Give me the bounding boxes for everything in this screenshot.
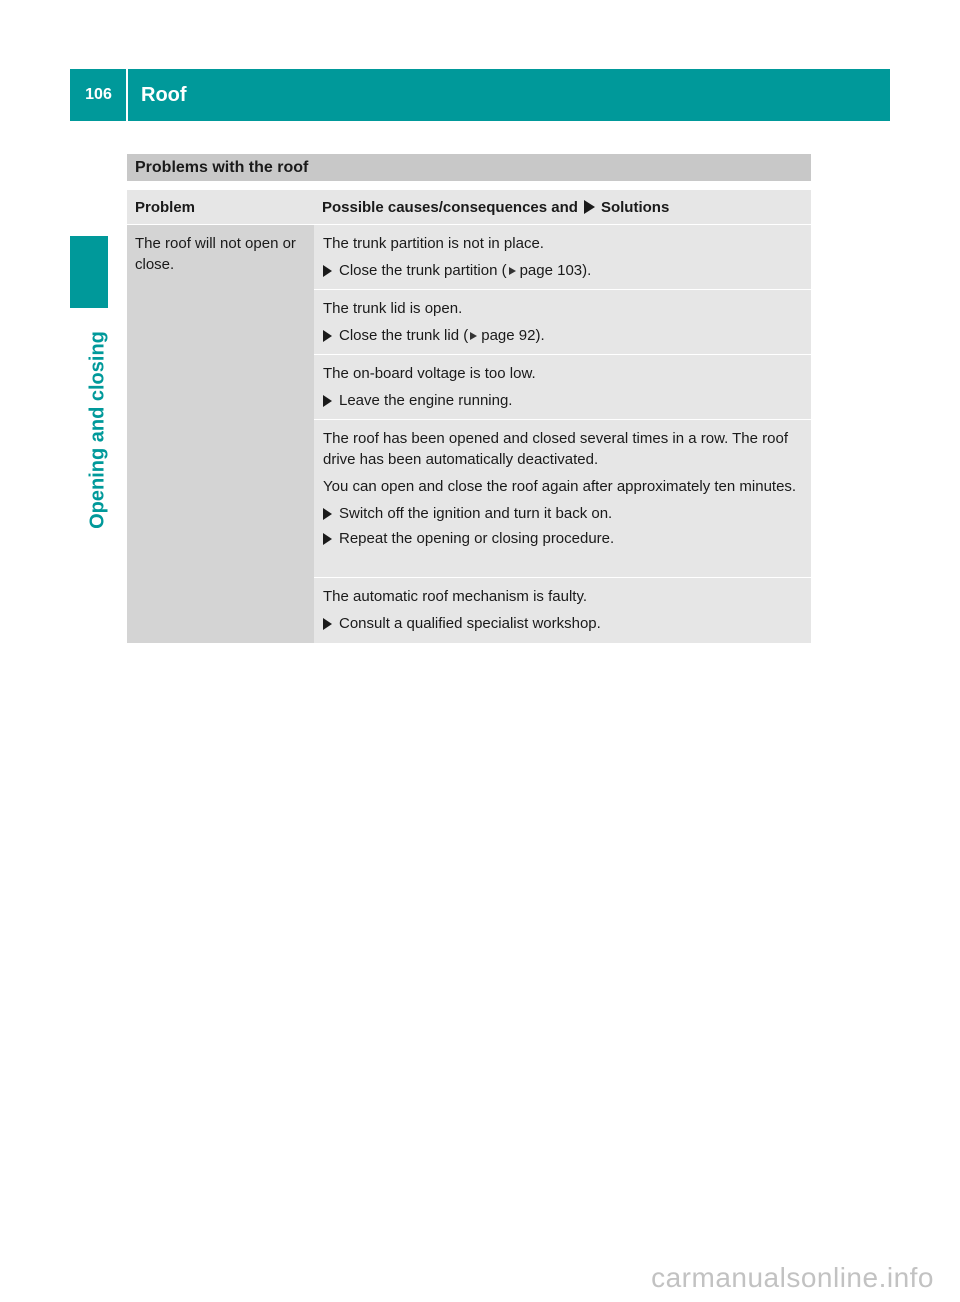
cause-row — [314, 355, 811, 419]
cause-row — [314, 420, 811, 577]
cause-row — [314, 290, 811, 354]
cause-row — [314, 578, 811, 643]
solution-arrow-icon — [323, 395, 332, 407]
note-text: You can open and close the roof again after approximately ten minutes. — [323, 478, 797, 495]
solution-item — [323, 528, 803, 549]
page-reference-link[interactable]: page 92). — [481, 327, 545, 344]
solution-item — [323, 260, 803, 281]
solution-text: Repeat the opening or closing procedure. — [339, 530, 615, 547]
page-number: 106 — [85, 86, 112, 103]
solution-text: Consult a qualified specialist workshop. — [339, 615, 601, 632]
solution-item — [323, 503, 803, 524]
solution-text-prefix: Close the trunk partition ( — [339, 262, 507, 279]
cause-row — [314, 225, 811, 289]
solution-arrow-icon — [323, 618, 332, 630]
section-title: Roof — [141, 83, 187, 106]
solution-arrow-icon — [323, 508, 332, 520]
solution-arrow-icon — [584, 200, 595, 214]
watermark-text: carmanualsonline.info — [651, 1262, 934, 1293]
column-header-problem: Problem — [127, 190, 314, 224]
cause-text: The automatic roof mechanism is faulty. — [323, 588, 587, 605]
side-tab-marker — [70, 236, 108, 308]
page-reference-icon — [470, 332, 477, 340]
cause-text: The on-board voltage is too low. — [323, 365, 536, 382]
solution-arrow-icon — [323, 265, 332, 277]
solution-item — [323, 390, 803, 411]
column-header-causes-suffix: Solutions — [600, 199, 670, 216]
cause-text: The roof has been opened and closed several times in a row. The roof drive has been automatically deactivated. — [323, 430, 789, 468]
cause-text: The trunk lid is open. — [323, 300, 463, 317]
column-header-causes — [314, 190, 811, 224]
solution-arrow-icon — [323, 533, 332, 545]
table-title: Problems with the roof — [127, 154, 811, 181]
header-divider — [126, 69, 128, 121]
solution-text-prefix: Close the trunk lid ( — [339, 327, 469, 344]
column-header-causes-prefix: Possible causes/consequences and — [322, 199, 578, 216]
page-header — [70, 69, 890, 121]
page-reference-link[interactable]: page 103). — [519, 262, 592, 279]
solution-text — [339, 260, 591, 281]
solution-text: Switch off the ignition and turn it back on. — [339, 505, 613, 522]
solution-arrow-icon — [323, 330, 332, 342]
problem-cell: The roof will not open or close. — [127, 225, 314, 643]
solution-text: Leave the engine running. — [339, 392, 513, 409]
solution-item — [323, 613, 803, 634]
solution-item — [323, 325, 803, 346]
chapter-side-label: Opening and closing — [86, 331, 109, 529]
cause-text: The trunk partition is not in place. — [323, 235, 544, 252]
solution-text — [339, 325, 545, 346]
page-reference-icon — [509, 267, 516, 275]
